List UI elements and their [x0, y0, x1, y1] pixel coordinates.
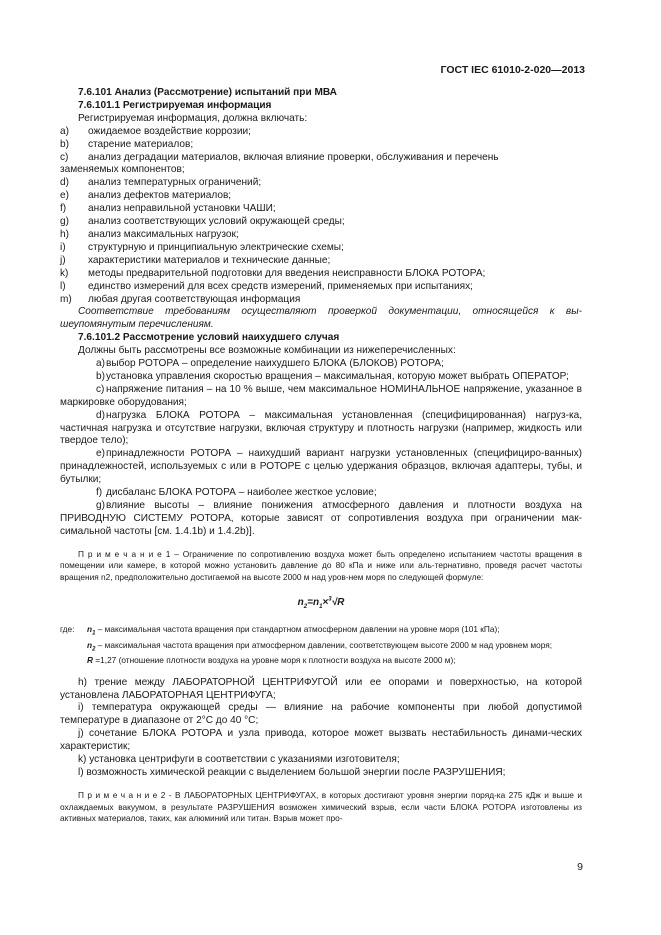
list-marker: m) [60, 293, 72, 305]
legend-item [87, 655, 582, 666]
list-text: анализ неправильной установки ЧАШИ; [88, 203, 276, 215]
list-text: методы предварительной подготовки для введения неисправности БЛОКА РОТОРА; [88, 267, 486, 279]
list-marker: e) [60, 190, 69, 202]
list-text: характеристики материалов и технические данные; [88, 254, 331, 266]
list-marker: f) [60, 203, 67, 215]
list-item [60, 139, 582, 152]
list-item [60, 500, 582, 539]
list-text: ожидаемое воздействие коррозии; [88, 125, 251, 137]
where-list [87, 624, 582, 667]
requirements-list [60, 126, 582, 307]
legend-symbol: $n_1$ [87, 623, 96, 637]
formula [60, 594, 582, 614]
formula-legend [60, 624, 582, 667]
list-marker: b) [60, 138, 69, 150]
list-marker: g) [60, 216, 69, 228]
conditions-list-continued [60, 677, 582, 780]
list-text: анализ деградации материалов, включая влияние проверки, обслуживания и перечень [88, 151, 499, 163]
list-text: нагрузка БЛОКА РОТОРА – максимальная установленная (специфицированная) нагруз-ка, частичная нагрузка и отсутствие нагрузки, включая структуру и плотность нагрузки (например, жидкость или твердое тело); [60, 409, 582, 447]
list-item: l) возможность химической реакции с выделением большой энергии после РАЗРУШЕНИЯ; [78, 767, 506, 778]
list-text: принадлежности РОТОРА – наихудший вариант нагрузки установленных (специфициро-ванных) принадлежностей, используемых с или в РОТОРЕ с целью удержания образцов, включая адаптеры, тубы, и бутылки; [60, 448, 582, 486]
list-item [60, 294, 582, 307]
subsection-heading-2: 7.6.101.2 Рассмотрение условий наихудшего случая [78, 332, 340, 344]
list-item [60, 190, 582, 203]
list-text: анализ соответствующих условий окружающей среды; [88, 216, 345, 228]
list-item [60, 371, 582, 384]
list-item: i) температура окружающей среды — влияние на рабочие компоненты при любой допустимой температуре в диапазоне от 2°C до 40 °C; [60, 702, 582, 727]
list-marker: a) [60, 125, 69, 137]
list-item [60, 268, 582, 281]
list-item: k) установка центрифуги в соответствии с указаниями изготовителя; [78, 754, 400, 766]
list-item [60, 203, 582, 216]
list-item [60, 358, 582, 371]
list-marker: g) [96, 500, 105, 511]
conditions-list [60, 358, 582, 539]
list-marker: e) [96, 448, 105, 460]
list-marker: d) [96, 409, 105, 421]
legend-text: – максимальная частота вращения при стандартном атмосферном давлении на уровне моря (101 кПа); [95, 623, 500, 634]
list-text: анализ дефектов материалов; [88, 190, 232, 202]
list-marker: i) [60, 241, 66, 253]
list-text: выбор РОТОРА – определение наихудшего БЛОКА (БЛОКОВ) РОТОРА; [106, 358, 444, 370]
intro-text: Регистрируемая информация, должна включать: [78, 112, 308, 124]
list-item [60, 242, 582, 255]
list-text: дисбаланс БЛОКА РОТОРА – наиболее жесткое условие; [106, 487, 377, 499]
list-marker: k) [60, 267, 69, 279]
list-item [60, 255, 582, 268]
list-marker: c) [96, 383, 105, 395]
list-text: любая другая соответствующая информация [88, 293, 301, 305]
list-item [60, 152, 582, 165]
list-item [60, 126, 582, 139]
page-body [60, 87, 582, 825]
list-text: установка управления скоростью вращения – максимальная, которую может выбрать ОПЕРАТОР; [106, 370, 569, 382]
document-header: ГОСТ IEC 61010-2-020—2013 [440, 64, 585, 76]
list-marker: l) [60, 280, 66, 292]
list-text: единство измерений для всех средств измерений, применяемых при испытаниях; [88, 280, 473, 292]
list-text: анализ температурных ограничений; [88, 177, 262, 189]
legend-symbol: $n_2$ [87, 639, 96, 653]
legend-item [87, 624, 582, 640]
list-marker: h) [60, 228, 69, 240]
list-marker: c) [60, 151, 69, 163]
list-item [60, 410, 582, 449]
list-text: напряжение питания – на 10 % выше, чем максимальное НОМИНАЛЬНОЕ напряжение, указанное в маркировке оборудования; [60, 383, 582, 408]
list-item [60, 216, 582, 229]
intro-text-2: Должны быть рассмотрены все возможные комбинации из нижеперечисленных: [78, 345, 456, 357]
list-marker: a) [96, 358, 105, 370]
list-text: влияние высоты – влияние понижения атмосферного давления и плотности воздуха на ПРИВОДНУЮ СИСТЕМУ РОТОРА, которые зависят от сопротивления воздуха при ограничении мак-симальной частоты [см. 1.4.1b) и 1.4.2b)]. [60, 500, 582, 537]
list-item [60, 177, 582, 190]
note-1: П р и м е ч а н и е 1 – Ограничение по сопротивлению воздуха может быть определено испытанием частоты вращения в помещении или камере, в которой можно установить давление до 80 кПа и ниже или аль-тернативно, проведя расчет частоты вращения n2, предположительно достигаемой на высоте 2000 м над уров-нем моря по следующей формуле: [60, 548, 582, 582]
list-text: старение материалов; [88, 138, 194, 150]
note-2: П р и м е ч а н и е 2 - В ЛАБОРАТОРНЫХ ЦЕНТРИФУГАХ, в которых достигают уровня энергии поряд-ка 275 кДж и выше и охлаждаемых вакуумом, в результате РАЗРУШЕНИЯ возможен химический взрыв, если части БЛОКА РОТОРА изготовлены из активных материалов, таких, как алюминий или титан. Взрыв может про- [60, 789, 582, 824]
list-item: h) трение между ЛАБОРАТОРНОЙ ЦЕНТРИФУГОЙ или ее опорами и поверхностью, на которой установлена ЛАБОРАТОРНАЯ ЦЕНТРИФУГА; [60, 676, 582, 701]
list-marker: f) [96, 487, 103, 499]
list-item: j) сочетание БЛОКА РОТОРА и узла привода, которое может вызвать нестабильность динами-ческих характеристик; [60, 728, 582, 753]
legend-text: – максимальная частота вращения при атмосферном давлении, соответствующем высоте 2000 м над уровнем моря; [95, 639, 553, 650]
page-number: 9 [577, 861, 583, 873]
compliance-note: Соответствие требованиям осуществляют проверкой документации, относящейся к вы-шеупомянутым перечислениям. [60, 306, 582, 331]
legend-text: =1,27 (отношение плотности воздуха на уровне моря к плотности воздуха на высоте 2000 м); [93, 655, 456, 666]
list-item [60, 487, 582, 500]
section-heading: 7.6.101 Анализ (Рассмотрение) испытаний при МВА [78, 87, 337, 98]
subsection-heading: 7.6.101.1 Регистрируемая информация [78, 99, 272, 111]
where-label: где: [60, 623, 75, 634]
list-marker: j) [60, 254, 66, 266]
list-marker: b) [96, 370, 105, 382]
list-item-continuation: заменяемых компонентов; [60, 164, 185, 176]
list-item [60, 281, 582, 294]
list-item [60, 229, 582, 242]
list-item [60, 448, 582, 487]
list-text: структурную и принципиальную электрические схемы; [88, 241, 344, 253]
list-marker: d) [60, 177, 69, 189]
legend-item [87, 640, 582, 656]
list-item [60, 384, 582, 410]
list-text: анализ максимальных нагрузок; [88, 228, 239, 240]
legend-symbol: R [87, 655, 93, 666]
formula-text: $n_2=n_1\times^3√R$ [297, 596, 345, 610]
